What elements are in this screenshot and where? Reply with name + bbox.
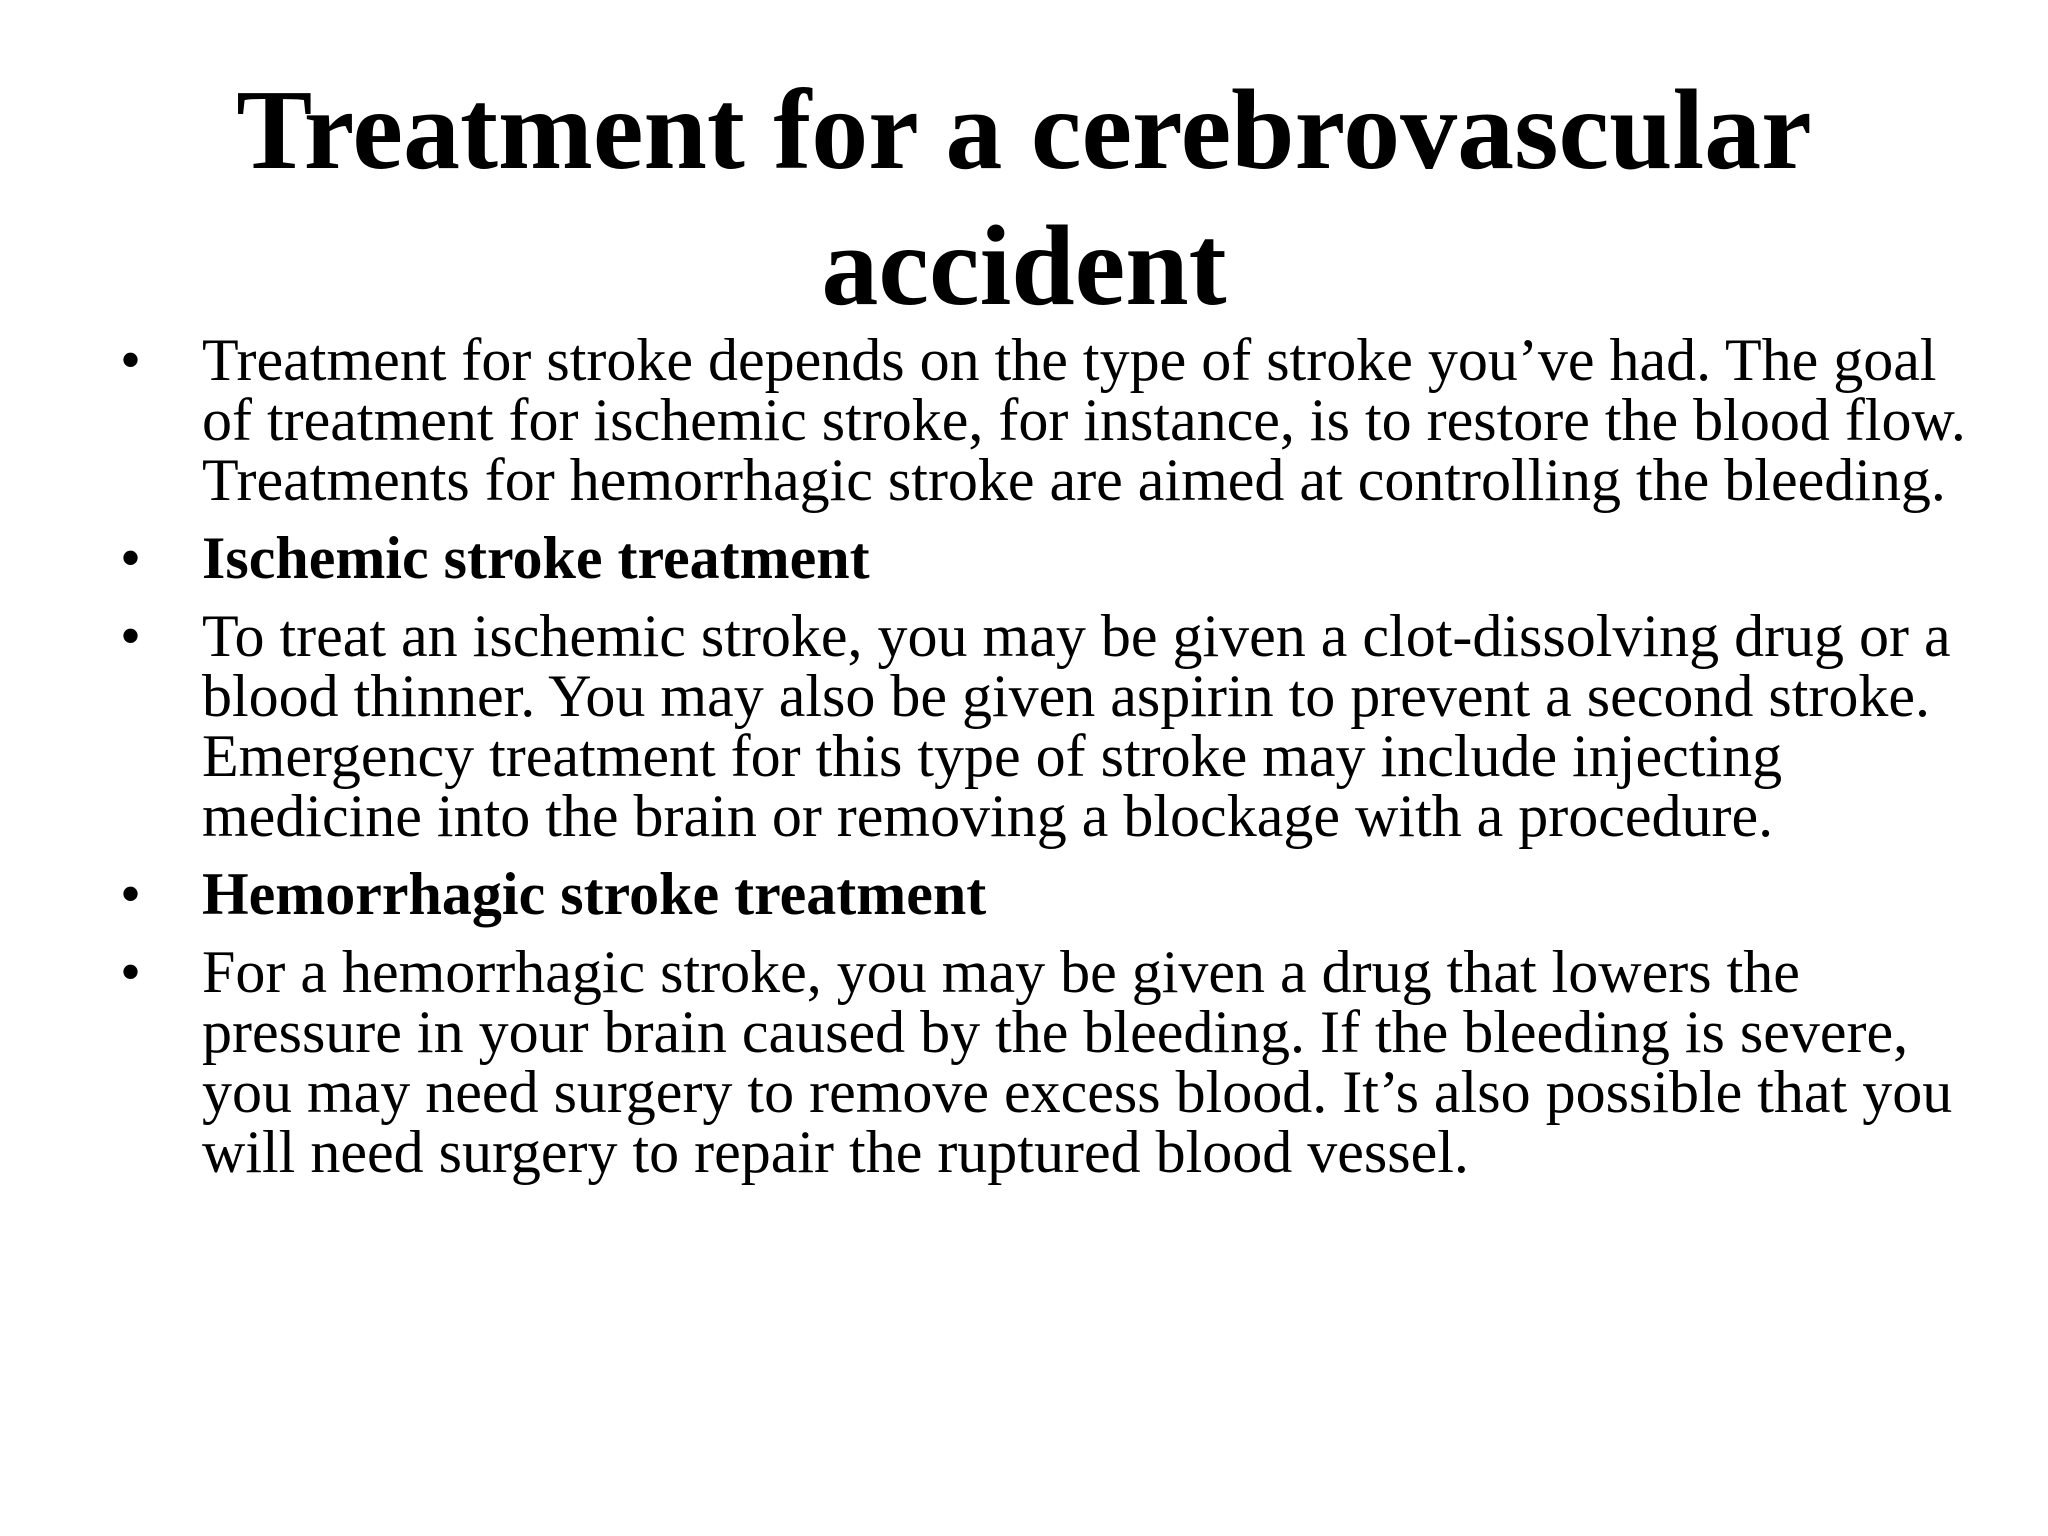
bullet-text: To treat an ischemic stroke, you may be given a clot-dissolving drug or a blood thinner. You may also be given aspirin to prevent a second stroke. Emergency treatment for this type of stroke may include injecting medicine into the brain or removing a blockage with a procedure. [202, 603, 1951, 849]
bullet-text: For a hemorrhagic stroke, you may be given a drug that lowers the pressure in your brain caused by the bleeding. If the bleeding is severe, you may need surgery to remove excess blood. It’s also possible that you will need surgery to repair the ruptured blood vessel. [202, 939, 1953, 1185]
bullet-icon: • [120, 939, 142, 1005]
bullet-icon: • [120, 327, 142, 393]
bullet-icon: • [120, 525, 142, 591]
bullet-heading-text: Ischemic stroke treatment [202, 525, 870, 591]
bullet-item-hemorrhagic-heading [0, 861, 2048, 927]
bullet-item-intro [0, 327, 2048, 513]
bullet-item-ischemic-heading [0, 525, 2048, 591]
bullet-icon: • [120, 861, 142, 927]
bullet-list [0, 327, 2048, 1200]
bullet-text: Treatment for stroke depends on the type of stroke you’ve had. The goal of treatment for ischemic stroke, for instance, is to restore the blood flow. Treatments for hemorrhagic stroke are aimed at controlling the bleeding. [202, 327, 1966, 513]
bullet-item-ischemic-body [0, 603, 2048, 849]
slide-title: Treatment for a cerebrovascular accident [236, 66, 1812, 329]
bullet-heading-text: Hemorrhagic stroke treatment [202, 861, 987, 927]
bullet-item-hemorrhagic-body [0, 939, 2048, 1185]
bullet-icon: • [120, 603, 142, 669]
